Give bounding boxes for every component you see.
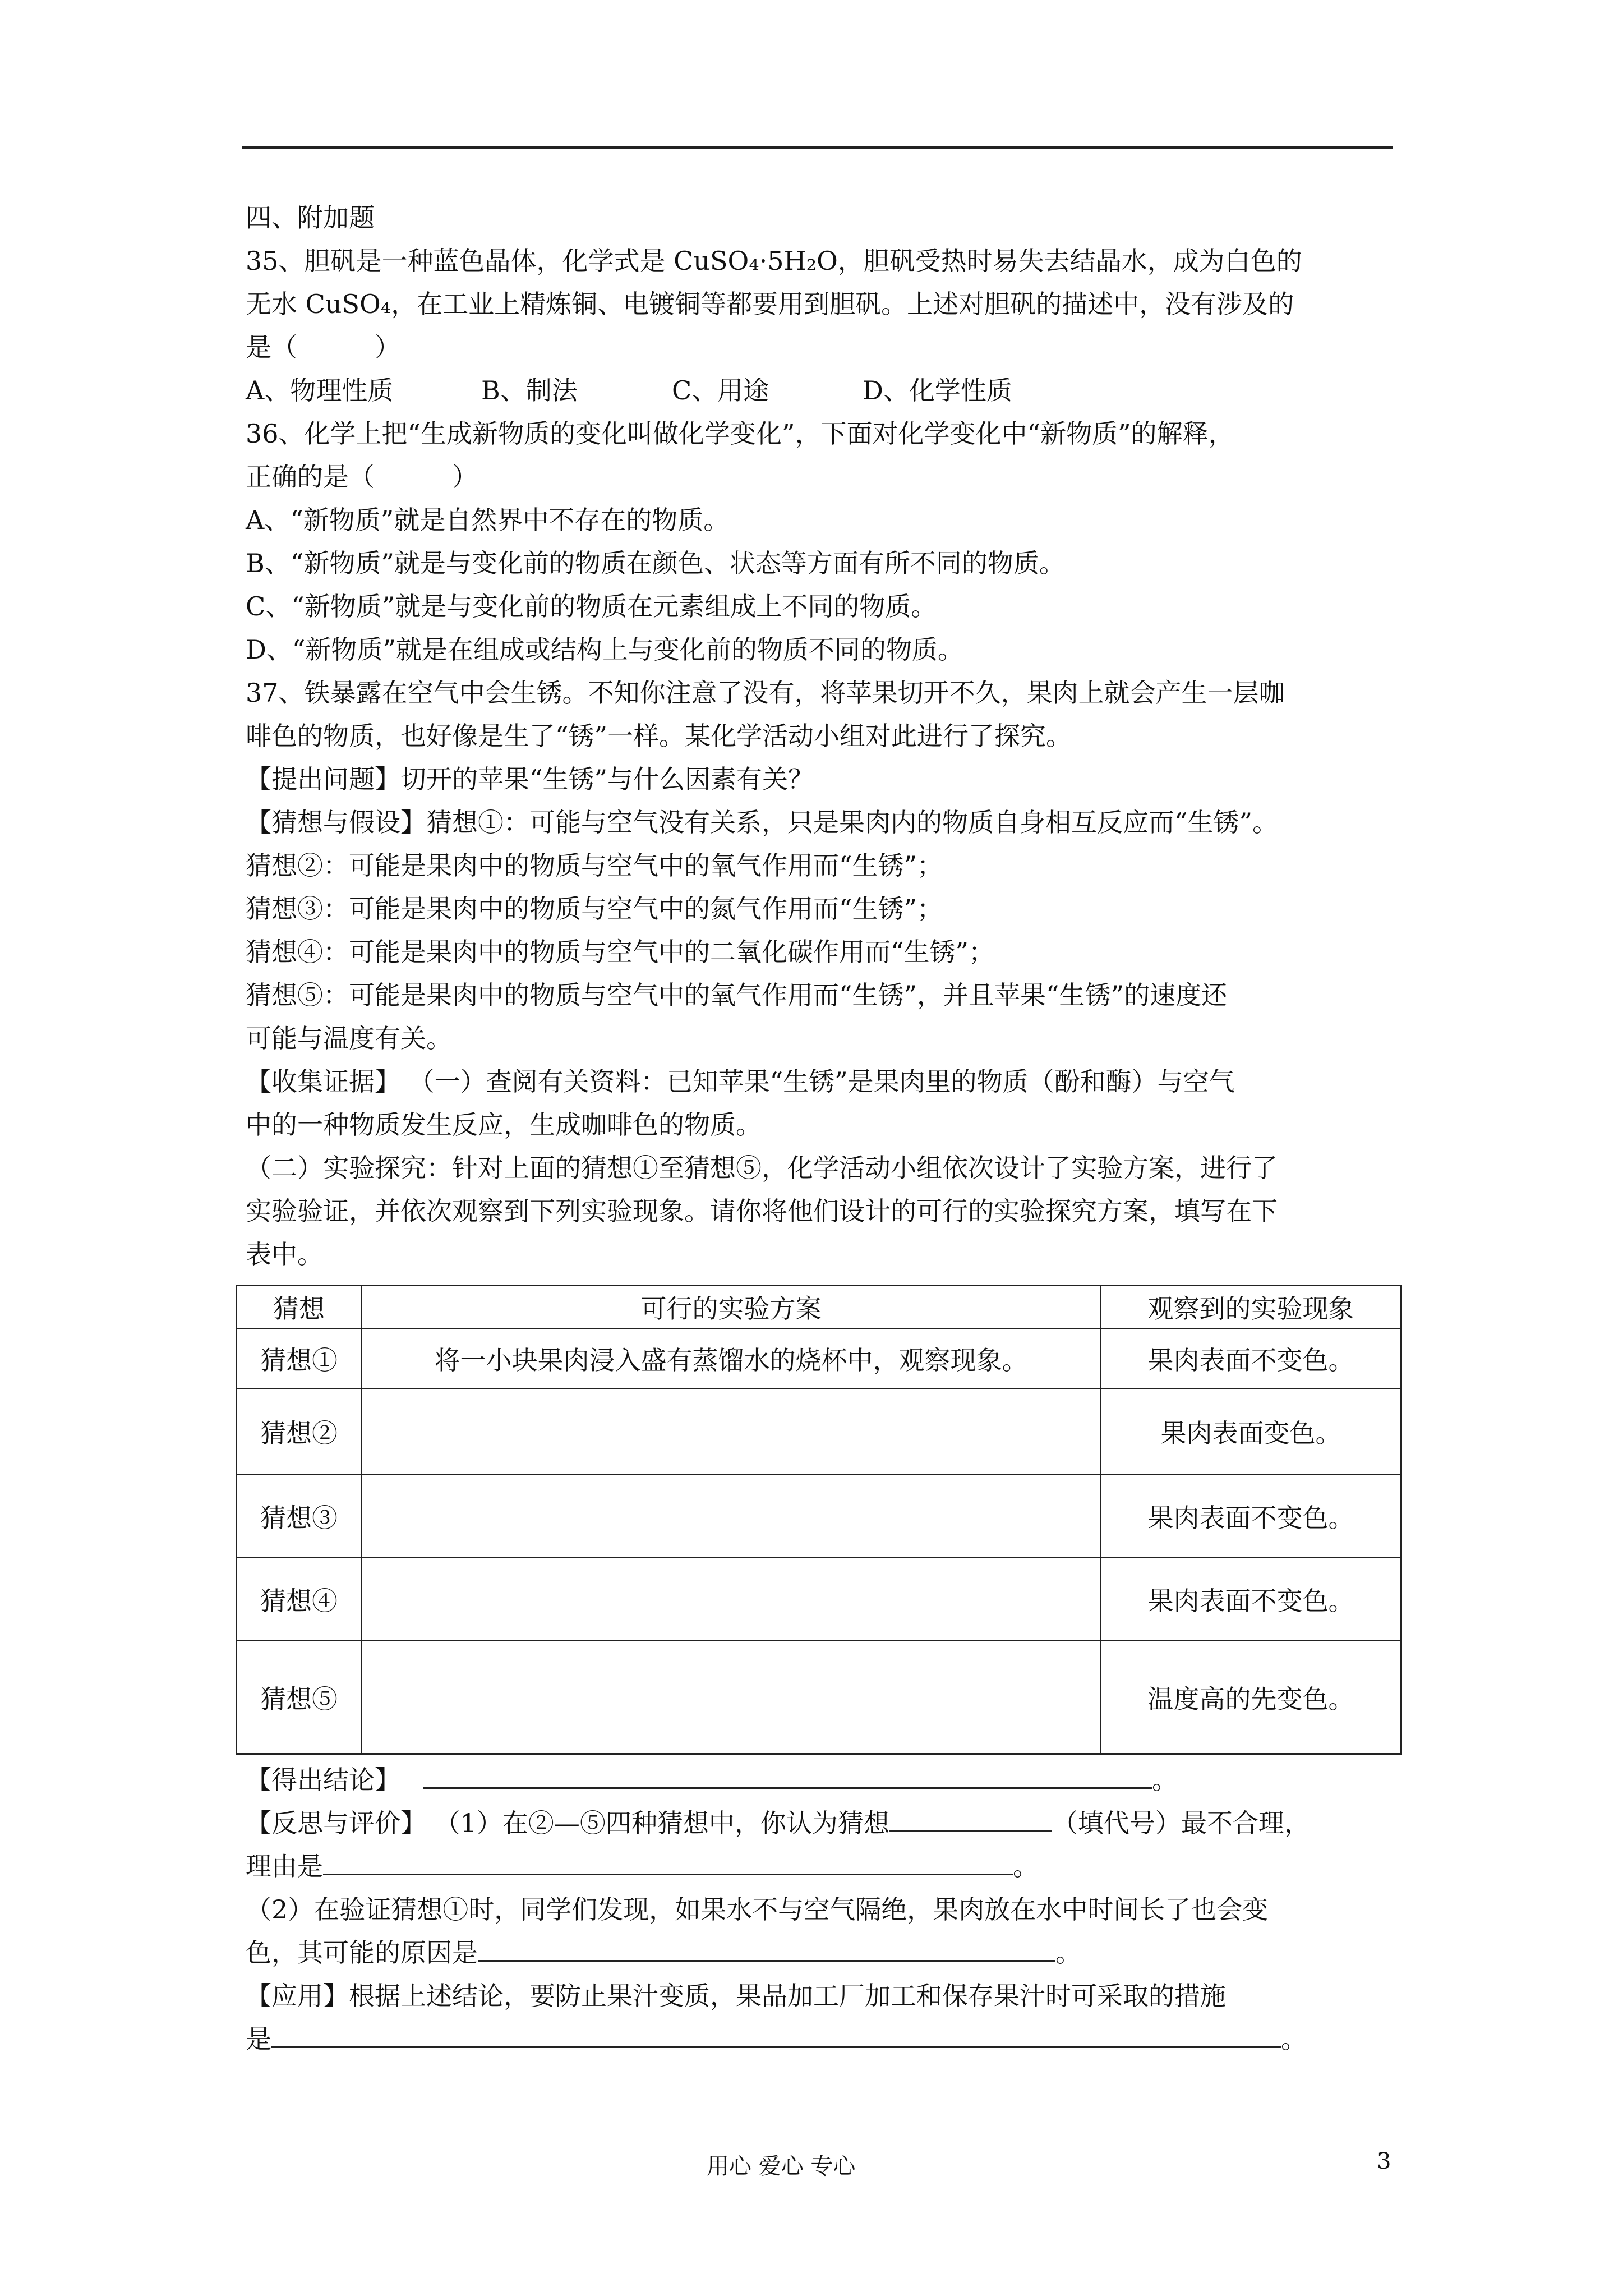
reason-label: 理由是 <box>246 1851 323 1881</box>
q35-option-c: C、用途 <box>672 375 769 406</box>
table-row <box>237 1558 1401 1641</box>
q36-option-d: D、“新物质”就是在组成或结构上与变化前的物质不同的物质。 <box>246 634 963 665</box>
q36-option-b: B、“新物质”就是与变化前的物质在颜色、状态等方面有所不同的物质。 <box>246 548 1065 578</box>
q37-hypothesis-1: 【猜想与假设】猜想①：可能与空气没有关系，只是果肉内的物质自身相互反应而“生锈”。 <box>246 807 1279 838</box>
footer-motto: 用心 爱心 专心 <box>707 2154 856 2179</box>
question-37 <box>246 671 1401 1276</box>
q35-line-1: 35、胆矾是一种蓝色晶体，化学式是 CuSO₄·5H₂O，胆矾受热时易失去结晶水，成为白色的 <box>246 246 1302 276</box>
q35-option-a: A、物理性质 <box>246 375 394 406</box>
header-guess: 猜想 <box>237 1286 362 1329</box>
conclusion-blank[interactable] <box>423 1759 1152 1789</box>
row-result: 果肉表面变色。 <box>1101 1389 1401 1475</box>
q37-hypothesis-3: 猜想③：可能是果肉中的物质与空气中的氮气作用而“生锈”； <box>246 894 943 924</box>
q37-experiment-3: 表中。 <box>246 1239 323 1269</box>
apply-line-1: 【应用】根据上述结论，要防止果汁变质，果品加工厂加工和保存果汁时可采取的措施 <box>246 1981 1226 2011</box>
apply-label: 是 <box>246 2024 271 2054</box>
q37-problem: 【提出问题】切开的苹果“生锈”与什么因素有关？ <box>246 764 814 794</box>
table-row <box>237 1389 1401 1475</box>
row-guess: 猜想② <box>237 1389 362 1475</box>
reason-line <box>246 1845 1401 1888</box>
row-result: 果肉表面不变色。 <box>1101 1475 1401 1558</box>
q2-line-2 <box>246 1931 1401 1975</box>
reflect-line <box>246 1802 1401 1845</box>
q37-evidence-2: 中的一种物质发生反应，生成咖啡色的物质。 <box>246 1110 762 1140</box>
q37-hypothesis-5: 猜想⑤：可能是果肉中的物质与空气中的氧气作用而“生锈”，并且苹果“生锈”的速度还 <box>246 980 1228 1010</box>
experiment-table <box>236 1285 1402 1755</box>
table-row <box>237 1475 1401 1558</box>
reflect-mid: （填代号）最不合理， <box>1052 1808 1310 1838</box>
row-guess: 猜想④ <box>237 1558 362 1641</box>
question-35 <box>246 240 1401 412</box>
row-result: 果肉表面不变色。 <box>1101 1329 1401 1389</box>
reflect-label: 【反思与评价】 （1）在②—⑤四种猜想中，你认为猜想 <box>246 1808 889 1838</box>
row-result: 果肉表面不变色。 <box>1101 1558 1401 1641</box>
q37-experiment-2: 实验验证，并依次观察到下列实验现象。请你将他们设计的可行的实验探究方案，填写在下 <box>246 1196 1278 1226</box>
period: 。 <box>1013 1851 1039 1881</box>
q2-label: 色，其可能的原因是 <box>246 1938 478 1968</box>
reason-blank[interactable] <box>323 1846 1013 1875</box>
q37-hypothesis-2: 猜想②：可能是果肉中的物质与空气中的氧气作用而“生锈”； <box>246 850 943 881</box>
row-guess: 猜想① <box>237 1329 362 1389</box>
row-guess: 猜想⑤ <box>237 1641 362 1754</box>
header-rule <box>242 146 1393 149</box>
conclusion-label: 【得出结论】 <box>246 1765 400 1795</box>
page-number: 3 <box>1377 2148 1391 2174</box>
q36-line-1: 36、化学上把“生成新物质的变化叫做化学变化”，下面对化学变化中“新物质”的解释， <box>246 418 1234 449</box>
q2-line-1: （2）在验证猜想①时，同学们发现，如果水不与空气隔绝，果肉放在水中时间长了也会变 <box>246 1894 1269 1925</box>
conclusion-line <box>246 1759 1401 1802</box>
q37-experiment-1: （二）实验探究：针对上面的猜想①至猜想⑤，化学活动小组依次设计了实验方案，进行了 <box>246 1153 1278 1183</box>
question-36 <box>246 412 1401 671</box>
q37-hypothesis-5-cont: 可能与温度有关。 <box>246 1023 452 1053</box>
measure-blank[interactable] <box>271 2018 1281 2048</box>
row-guess: 猜想③ <box>237 1475 362 1558</box>
q36-option-a: A、“新物质”就是自然界中不存在的物质。 <box>246 505 730 535</box>
row-result: 温度高的先变色。 <box>1101 1641 1401 1754</box>
guess-code-blank[interactable] <box>889 1802 1052 1832</box>
header-result: 观察到的实验现象 <box>1101 1286 1401 1329</box>
q37-hypothesis-4: 猜想④：可能是果肉中的物质与空气中的二氧化碳作用而“生锈”； <box>246 937 995 967</box>
row-plan-input[interactable] <box>362 1641 1101 1754</box>
q37-line-2: 啡色的物质，也好像是生了“锈”一样。某化学活动小组对此进行了探究。 <box>246 721 1072 751</box>
apply-line-2 <box>246 2018 1401 2061</box>
table-row <box>237 1641 1401 1754</box>
q36-option-c: C、“新物质”就是与变化前的物质在元素组成上不同的物质。 <box>246 591 937 622</box>
question-body <box>246 196 1401 1276</box>
q36-line-2: 正确的是（ ） <box>246 462 478 492</box>
row-plan: 将一小块果肉浸入盛有蒸馏水的烧杯中，观察现象。 <box>362 1329 1101 1389</box>
q35-options <box>246 369 1401 412</box>
table-row <box>237 1329 1401 1389</box>
q37-evidence-1: 【收集证据】 （一）查阅有关资料：已知苹果“生锈”是果肉里的物质（酚和酶）与空气 <box>246 1066 1235 1097</box>
section-title: 四、附加题 <box>246 203 375 233</box>
period: 。 <box>1281 2024 1307 2054</box>
q35-option-d: D、化学性质 <box>863 375 1012 406</box>
q35-line-3: 是（ ） <box>246 332 400 362</box>
period: 。 <box>1055 1938 1081 1968</box>
q37-line-1: 37、铁暴露在空气中会生锈。不知你注意了没有，将苹果切开不久，果肉上就会产生一层咖 <box>246 678 1285 708</box>
row-plan-input[interactable] <box>362 1475 1101 1558</box>
cause-blank[interactable] <box>478 1932 1055 1962</box>
header-plan: 可行的实验方案 <box>362 1286 1101 1329</box>
q35-option-b: B、制法 <box>481 375 578 406</box>
table-header-row <box>237 1286 1401 1329</box>
q35-line-2: 无水 CuSO₄，在工业上精炼铜、电镀铜等都要用到胆矾。上述对胆矾的描述中，没有涉及的 <box>246 289 1294 319</box>
row-plan-input[interactable] <box>362 1389 1101 1475</box>
row-plan-input[interactable] <box>362 1558 1101 1641</box>
answer-section <box>246 1759 1401 2061</box>
period: 。 <box>1152 1765 1178 1795</box>
